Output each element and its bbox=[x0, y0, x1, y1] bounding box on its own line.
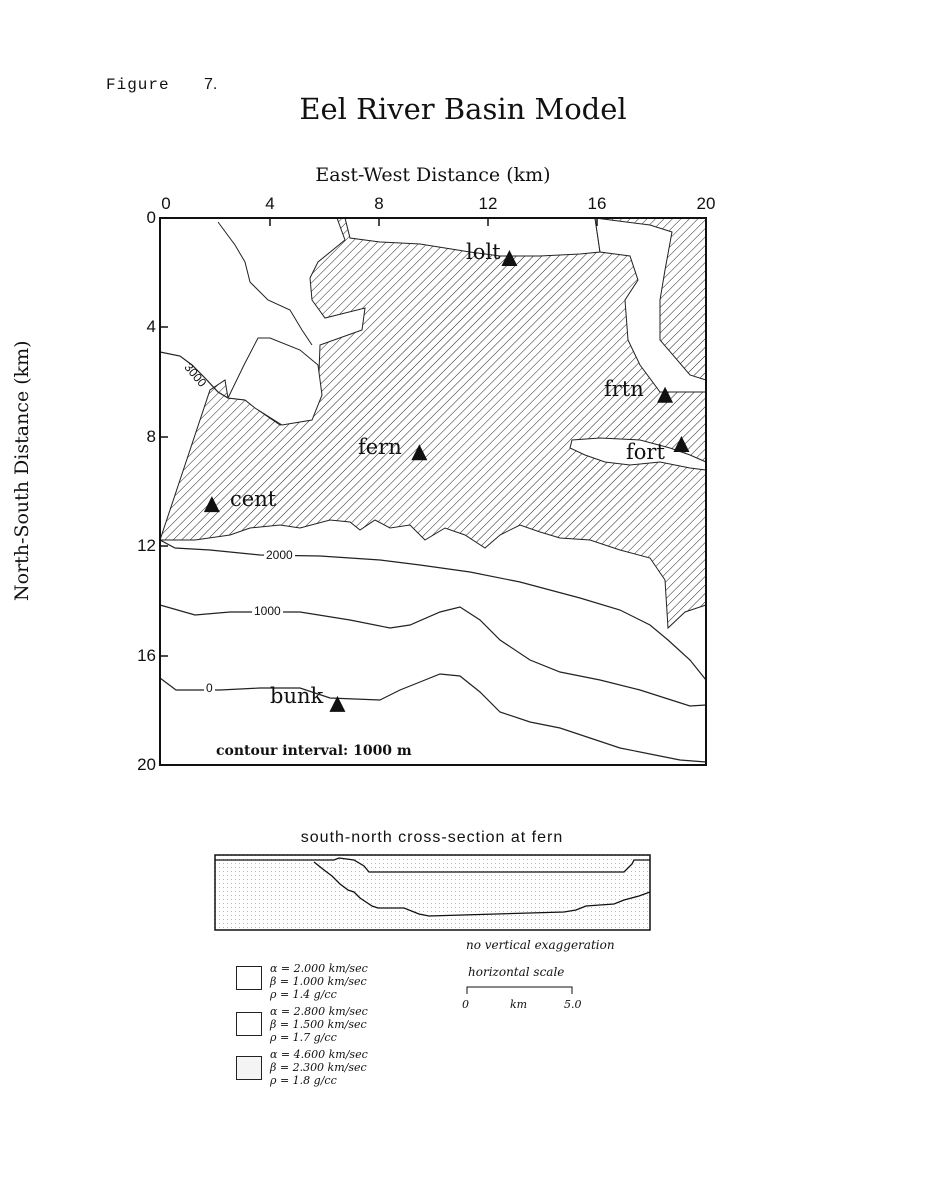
cross-section-title: south-north cross-section at fern bbox=[300, 829, 564, 846]
station-label-fort: fort bbox=[626, 440, 665, 464]
legend-swatch-2 bbox=[236, 1012, 262, 1036]
y-tick-label: 16 bbox=[137, 646, 156, 665]
legend-swatch-3 bbox=[236, 1056, 262, 1080]
legend-swatch-1 bbox=[236, 966, 262, 990]
scale-unit: km bbox=[510, 998, 528, 1011]
contour-1000 bbox=[160, 605, 706, 706]
y-tick-label: 0 bbox=[146, 208, 156, 227]
scale-start: 0 bbox=[462, 998, 469, 1011]
figure-title: Eel River Basin Model bbox=[299, 92, 627, 126]
scale-bar bbox=[464, 984, 584, 996]
horizontal-scale-label: horizontal scale bbox=[468, 965, 565, 979]
vertical-exaggeration-note: no vertical exaggeration bbox=[466, 938, 615, 952]
contour-label-0: 0 bbox=[206, 681, 213, 695]
legend-alpha-1: α = 2.000 km/sec bbox=[270, 962, 368, 975]
contour-label-1000: 1000 bbox=[254, 604, 281, 618]
x-axis-label: East-West Distance (km) bbox=[315, 164, 551, 186]
contour-north bbox=[218, 222, 312, 345]
legend-rho-3: ρ = 1.8 g/cc bbox=[270, 1074, 337, 1087]
y-tick-label: 20 bbox=[137, 755, 156, 774]
station-label-cent: cent bbox=[230, 487, 277, 511]
contour-label-2000: 2000 bbox=[266, 548, 293, 562]
legend-beta-3: β = 2.300 km/sec bbox=[270, 1061, 367, 1074]
legend-rho-2: ρ = 1.7 g/cc bbox=[270, 1031, 337, 1044]
legend-rho-1: ρ = 1.4 g/cc bbox=[270, 988, 337, 1001]
legend-beta-2: β = 1.500 km/sec bbox=[270, 1018, 367, 1031]
figure-label: Figure bbox=[106, 76, 170, 94]
x-tick-label: 16 bbox=[587, 194, 607, 213]
legend-beta-1: β = 1.000 km/sec bbox=[270, 975, 367, 988]
station-label-lolt: lolt bbox=[466, 240, 501, 264]
contour-label-3000: 3000 bbox=[181, 360, 210, 390]
x-tick-label: 0 bbox=[161, 194, 171, 213]
contour-2000 bbox=[160, 540, 706, 680]
cross-section-diagram bbox=[214, 854, 654, 934]
x-tick-label: 4 bbox=[265, 194, 275, 213]
x-tick-label: 8 bbox=[374, 194, 384, 213]
y-tick-label: 4 bbox=[146, 317, 156, 336]
station-label-fern: fern bbox=[358, 435, 402, 459]
x-tick-label: 20 bbox=[696, 194, 716, 213]
scale-end: 5.0 bbox=[564, 998, 582, 1011]
station-label-frtn: frtn bbox=[604, 377, 644, 401]
figure-number: 7. bbox=[204, 76, 218, 93]
legend-alpha-3: α = 4.600 km/sec bbox=[270, 1048, 368, 1061]
x-tick-label: 12 bbox=[478, 194, 498, 213]
legend-alpha-2: α = 2.800 km/sec bbox=[270, 1005, 368, 1018]
contour-interval-note: contour interval: 1000 m bbox=[216, 743, 412, 759]
y-tick-label: 8 bbox=[146, 427, 156, 446]
station-label-bunk: bunk bbox=[270, 684, 324, 708]
y-tick-label: 12 bbox=[137, 536, 156, 555]
y-axis-label: North-South Distance (km) bbox=[11, 340, 33, 601]
